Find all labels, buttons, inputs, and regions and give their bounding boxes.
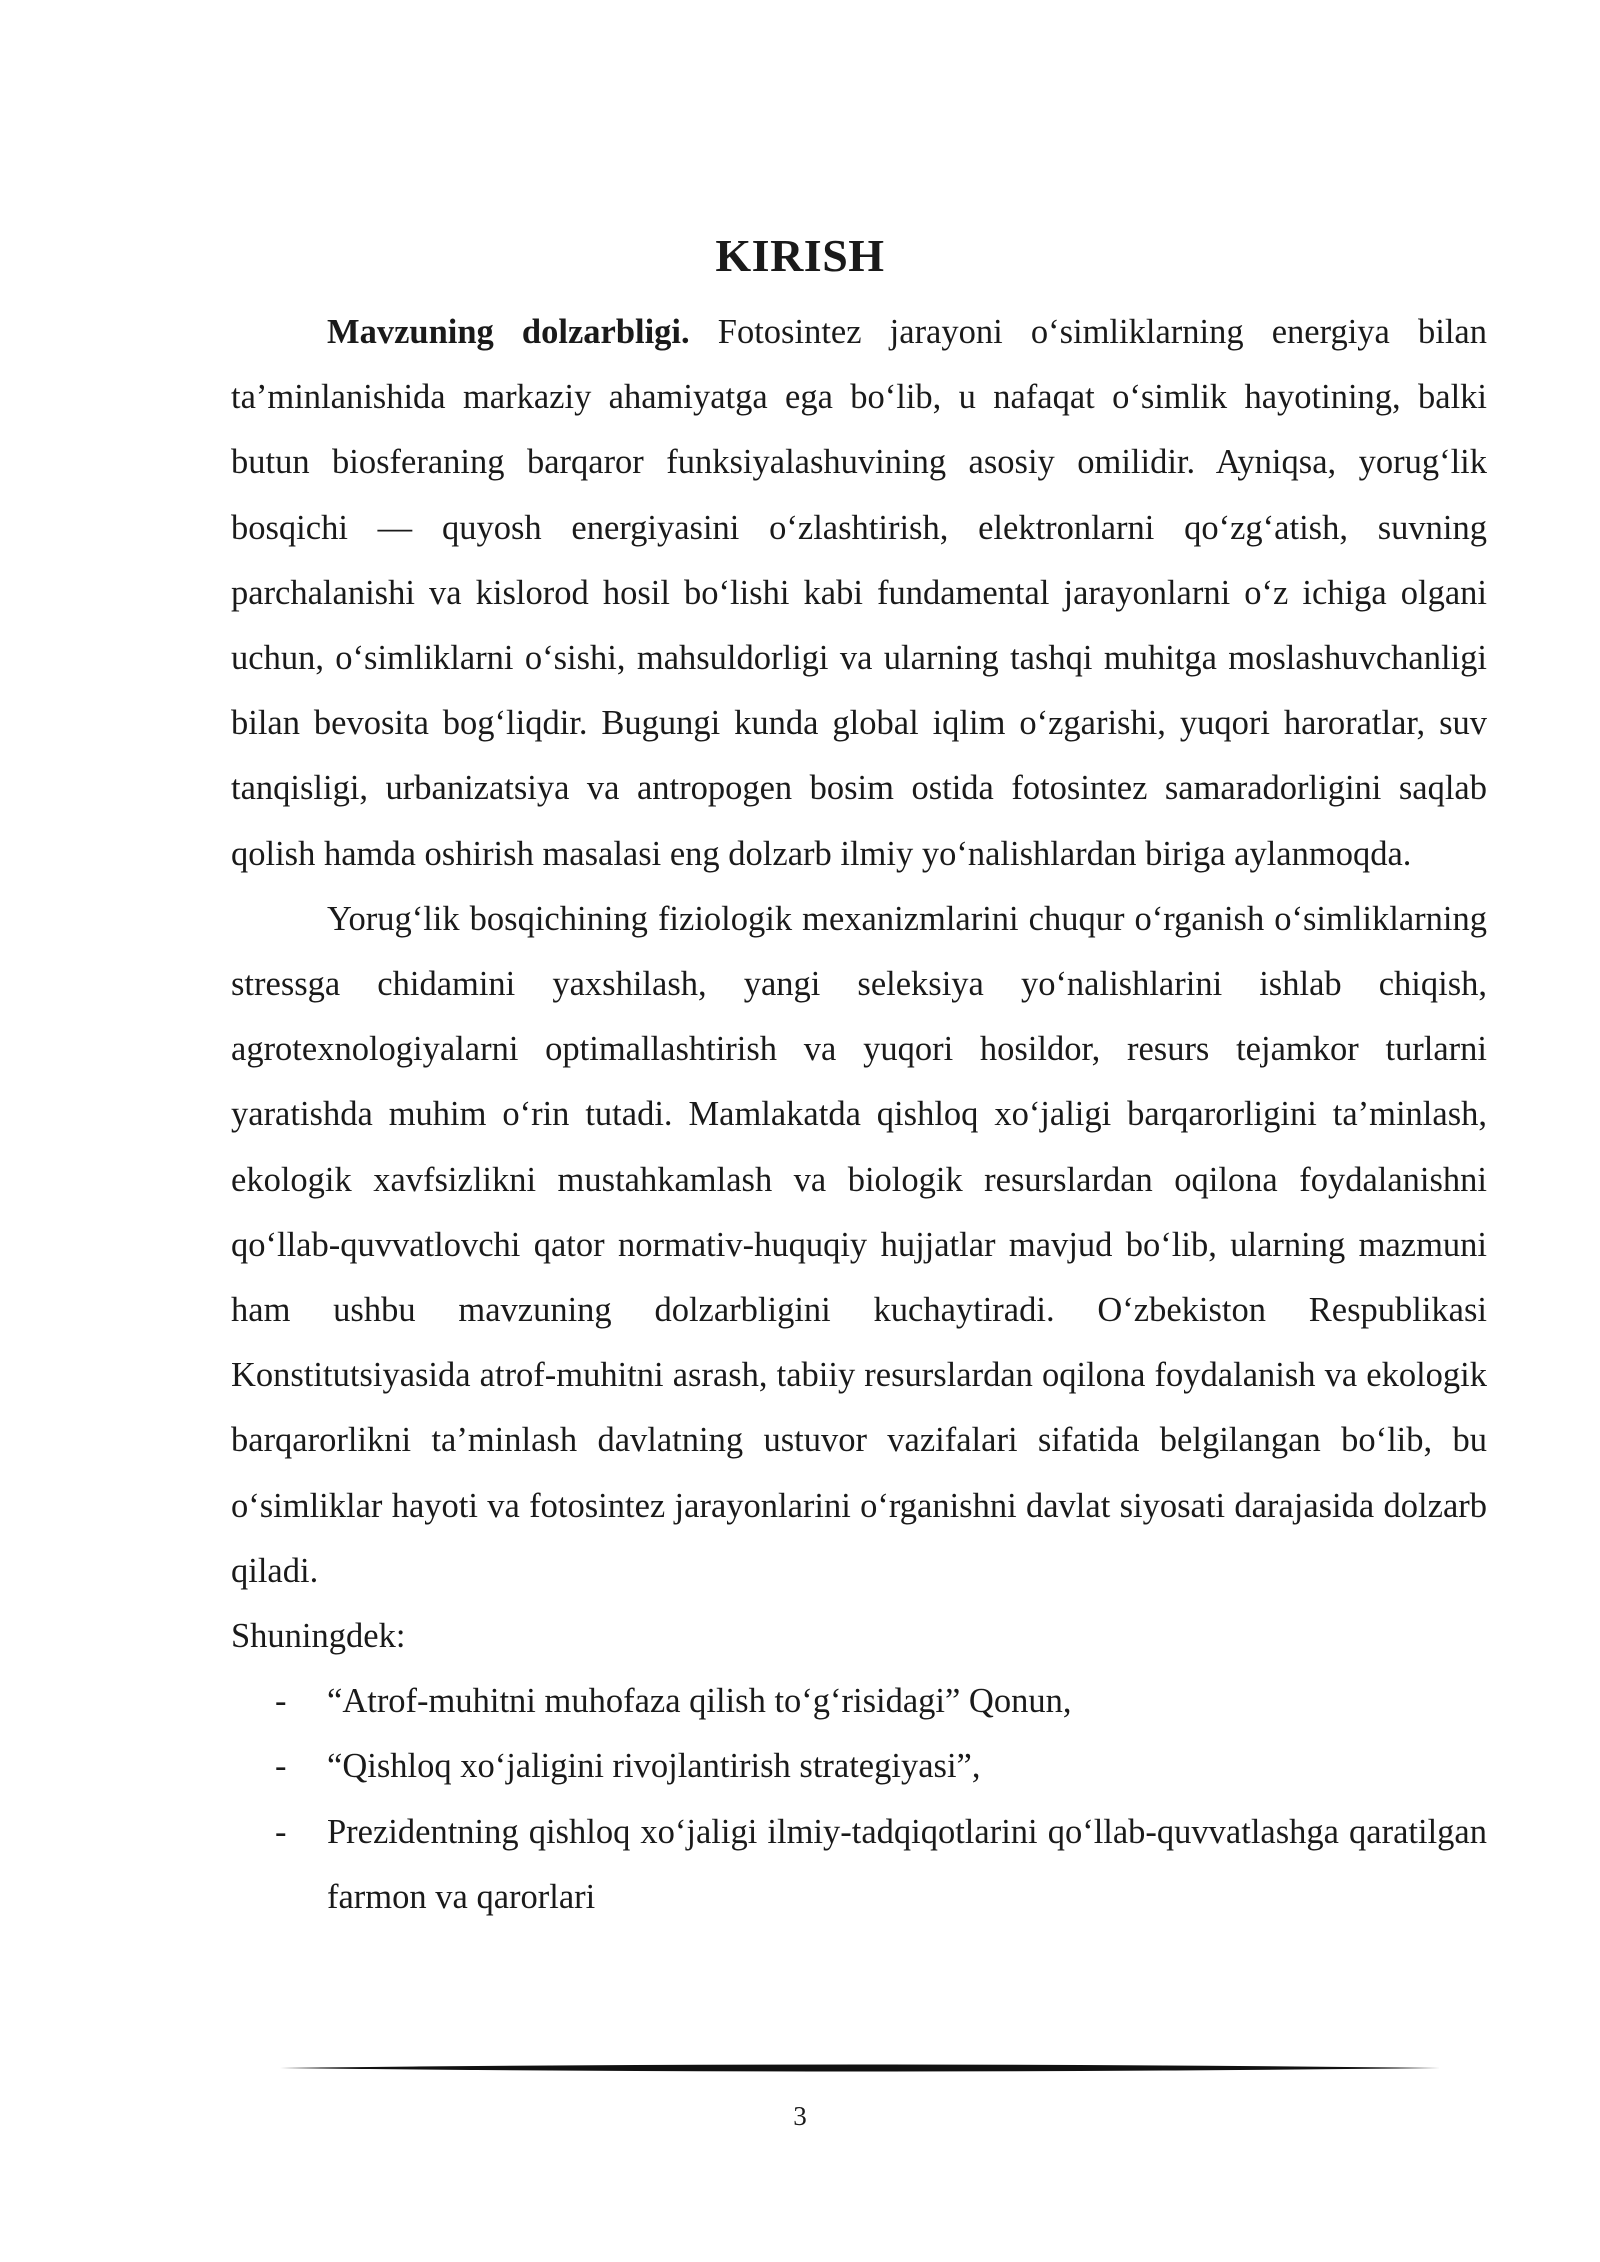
list-marker: -: [275, 1682, 287, 1721]
paragraph-mechanisms: Yorug‘lik bosqichining fiziologik mexanizmlarini chuqur o‘rganish o‘simliklarning stressga chidamini yaxshilash, yangi seleksiya yo‘nalishlarini ishlab chiqish, agrotexnologiyalarni optimallashtirish va yuqori hosildor, resurs tejamkor turlarni yaratishda muhim o‘rin tutadi. Mamlakatda qishloq xo‘jaligi barqarorligini ta’minlash, ekologik xavfsizlikni mustahkamlash va biologik resurslardan oqilona foydalanishni qo‘llab-quvvatlovchi qator normativ-huquqiy hujjatlar mavjud bo‘lib, ularning mazmuni ham ushbu mavzuning dolzarbligini kuchaytiradi. O‘zbekiston Respublikasi Konstitutsiyasida atrof-muhitni asrash, tabiiy resurslardan oqilona foydalanish va ekologik barqarorlikni ta’minlash davlatning ustuvor vazifalari sifatida belgilangan bo‘lib, bu o‘simliklar hayoti va fotosintez jarayonlarini o‘rganishni davlat siyosati darajasida dolzarb qiladi.: [231, 899, 1487, 1590]
list-item: [231, 1669, 1487, 1734]
paragraph-also: Shuningdek:: [231, 1617, 406, 1656]
legal-documents-list: [231, 1669, 1487, 1930]
list-item: [231, 1734, 1487, 1799]
list-marker: -: [275, 1812, 287, 1851]
list-item: [231, 1800, 1487, 1930]
list-item-text: “Qishloq xo‘jaligini rivojlantirish strategiyasi”,: [327, 1747, 981, 1786]
paragraph-text: Fotosintez jarayoni o‘simliklarning energiya bilan ta’minlanishida markaziy ahamiyatga ega bo‘lib, u nafaqat o‘simlik hayotining, balki butun biosferaning barqaror funksiyalashuvining asosiy omilidir. Ayniqsa, yorug‘lik bosqichi — quyosh energiyasini o‘zlashtirish, elektronlarni qo‘zg‘atish, suvning parchalanishi va kislorod hosil bo‘lishi kabi fundamental jarayonlarni o‘z ichiga olgani uchun, o‘simliklarni o‘sishi, mahsuldorligi va ularning tashqi muhitga moslashuvchanligi bilan bevosita bog‘liqdir. Bugungi kunda global iqlim o‘zgarishi, yuqori haroratlar, suv tanqisligi, urbanizatsiya va antropogen bosim ostida fotosintez samaradorligini saqlab qolish hamda oshirish masalasi eng dolzarb ilmiy yo‘nalishlardan biriga aylanmoqda.: [231, 313, 1487, 873]
footer-divider: [280, 2062, 1440, 2074]
list-item-text: “Atrof-muhitni muhofaza qilish to‘g‘risidagi” Qonun,: [327, 1682, 1072, 1721]
page-heading: KIRISH: [715, 230, 885, 281]
list-marker: -: [275, 1747, 287, 1786]
paragraph-lead: Mavzuning dolzarbligi.: [327, 313, 690, 351]
list-item-text: Prezidentning qishloq xo‘jaligi ilmiy-tadqiqotlarini qo‘llab-quvvatlashga qaratilgan farmon va qarorlari: [327, 1812, 1487, 1916]
document-body: [231, 300, 1487, 1930]
page-number: 3: [793, 2101, 807, 2131]
paragraph-relevance: [231, 300, 1487, 887]
